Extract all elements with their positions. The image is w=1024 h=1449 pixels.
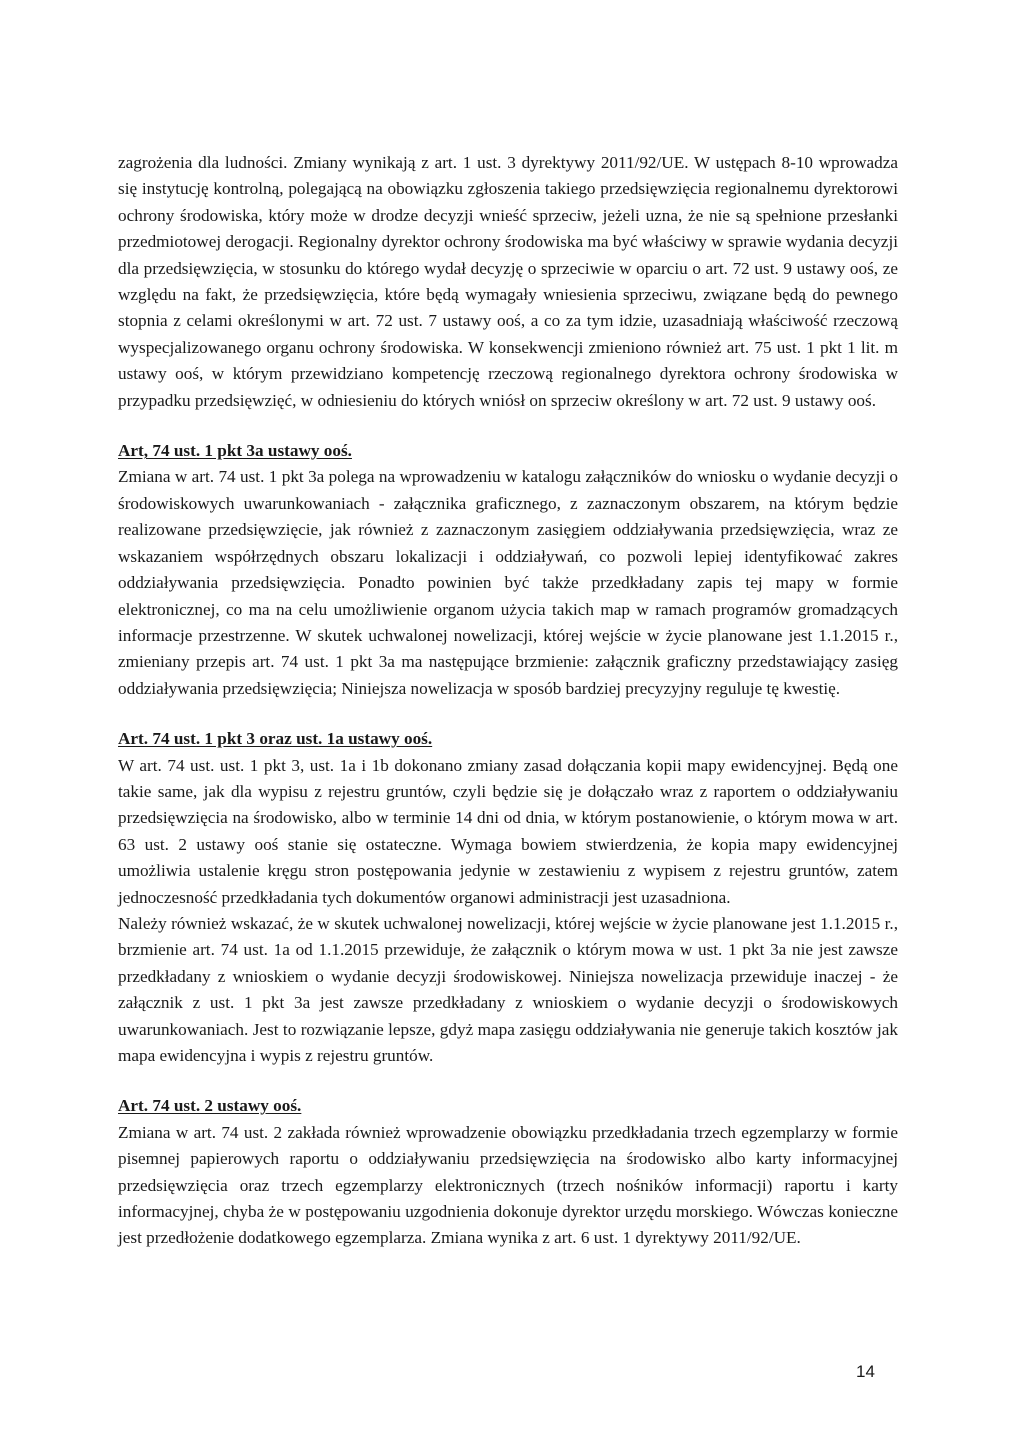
- section-paragraph: Zmiana w art. 74 ust. 2 zakłada również wprowadzenie obowiązku przedkładania trzech egzemplarzy w formie pisemnej papierowych raportu o oddziaływaniu przedsięwzięcia na środowisko albo karty informacyjnej przedsięwzięcia oraz trzech egzemplarzy elektronicznych (trzech nośników informacji) raportu i karty informacyjnej, chyba że w postępowaniu uzgodnienia dokonuje dyrektor urzędu morskiego. Wówczas konieczne jest przedłożenie dodatkowego egzemplarza. Zmiana wynika z art. 6 ust. 1 dyrektywy 2011/92/UE.: [118, 1122, 898, 1248]
- section-paragraph: Zmiana w art. 74 ust. 1 pkt 3a polega na wprowadzeniu w katalogu załączników do wniosku o wydanie decyzji o środowiskowych uwarunkowaniach - załącznika graficznego, z zaznaczonym obszarem, na którym będzie realizowane przedsięwzięcie, jak również z zaznaczonym zasięgiem oddziaływania przedsięwzięcia, wraz ze wskazaniem współrzędnych obszaru lokalizacji i oddziaływań, co pozwoli lepiej identyfikować zakres oddziaływania przedsięwzięcia. Ponadto powinien być także przedkładany zapis tej mapy w formie elektronicznej, co ma na celu umożliwienie organom użycia takich map w ramach programów gromadzących informacje przestrzenne. W skutek uchwalonej nowelizacji, której wejście w życie planowane jest 1.1.2015 r., zmieniany przepis art. 74 ust. 1 pkt 3a ma następujące brzmienie: załącznik graficzny przedstawiający zasięg oddziaływania przedsięwzięcia; Niniejsza nowelizacja w sposób bardziej precyzyjny reguluje tę kwestię.: [118, 467, 898, 698]
- document-page: [118, 150, 898, 1252]
- page-number: 14: [856, 1362, 875, 1381]
- section-art-74-ust-1-pkt-3-ust-1a: [118, 726, 898, 1069]
- section-heading: Art, 74 ust. 1 pkt 3a ustawy ooś.: [118, 441, 352, 461]
- section-art-74-ust-1-pkt-3a: [118, 438, 898, 702]
- section-paragraph: Należy również wskazać, że w skutek uchwalonej nowelizacji, której wejście w życie planowane jest 1.1.2015 r., brzmienie art. 74 ust. 1a od 1.1.2015 przewiduje, że załącznik o którym mowa w ust. 1 pkt 3a nie jest zawsze przedkładany z wnioskiem o wydanie decyzji środowiskowej. Niniejsza nowelizacja przewiduje inaczej - że załącznik z ust. 1 pkt 3a jest zawsze przedkładany z wnioskiem o wydanie decyzji o środowiskowych uwarunkowaniach. Jest to rozwiązanie lepsze, gdyż mapa zasięgu oddziaływania nie generuje takich kosztów jak mapa ewidencyjna i wypis z rejestru gruntów.: [118, 913, 898, 1065]
- intro-paragraph: zagrożenia dla ludności. Zmiany wynikają z art. 1 ust. 3 dyrektywy 2011/92/UE. W ustępach 8-10 wprowadza się instytucję kontrolną, polegającą na obowiązku zgłoszenia takiego przedsięwzięcia regionalnemu dyrektorowi ochrony środowiska, który może w drodze decyzji wnieść sprzeciw, jeżeli uzna, że nie są spełnione przesłanki przedmiotowej derogacji. Regionalny dyrektor ochrony środowiska ma być właściwy w sprawie wydania decyzji dla przedsięwzięcia, w stosunku do którego wydał decyzję o sprzeciwie w oparciu o art. 72 ust. 9 ustawy ooś, ze względu na fakt, że przedsięwzięcia, które będą wymagały wniesienia sprzeciwu, związane będą do pewnego stopnia z celami określonymi w art. 72 ust. 7 ustawy ooś, a co za tym idzie, uzasadniają właściwość rzeczową wyspecjalizowanego organu ochrony środowiska. W konsekwencji zmieniono również art. 75 ust. 1 pkt 1 lit. m ustawy ooś, w którym przewidziano kompetencję rzeczową regionalnego dyrektora ochrony środowiska w przypadku przedsięwzięć, w odniesieniu do których wniósł on sprzeciw określony w art. 72 ust. 9 ustawy ooś.: [118, 153, 898, 410]
- section-heading: Art. 74 ust. 1 pkt 3 oraz ust. 1a ustawy ooś.: [118, 729, 433, 749]
- section-heading: Art. 74 ust. 2 ustawy ooś.: [118, 1096, 302, 1116]
- section-art-74-ust-2: [118, 1093, 898, 1251]
- section-paragraph: W art. 74 ust. ust. 1 pkt 3, ust. 1a i 1b dokonano zmiany zasad dołączania kopii mapy ewidencyjnej. Będą one takie same, jak dla wypisu z rejestru gruntów, czyli będzie się je dołączało wraz z raportem o oddziaływaniu przedsięwzięcia na środowisko, albo w terminie 14 dni od dnia, w którym postanowienie, o którym mowa w art. 63 ust. 2 ustawy ooś stanie się ostateczne. Wymaga bowiem stwierdzenia, że kopia mapy ewidencyjnej umożliwia ustalenie kręgu stron postępowania jedynie w zestawieniu z wypisem z rejestru gruntów, zatem jednoczesność przedkładania tych dokumentów organowi administracji jest uzasadniona.: [118, 755, 898, 907]
